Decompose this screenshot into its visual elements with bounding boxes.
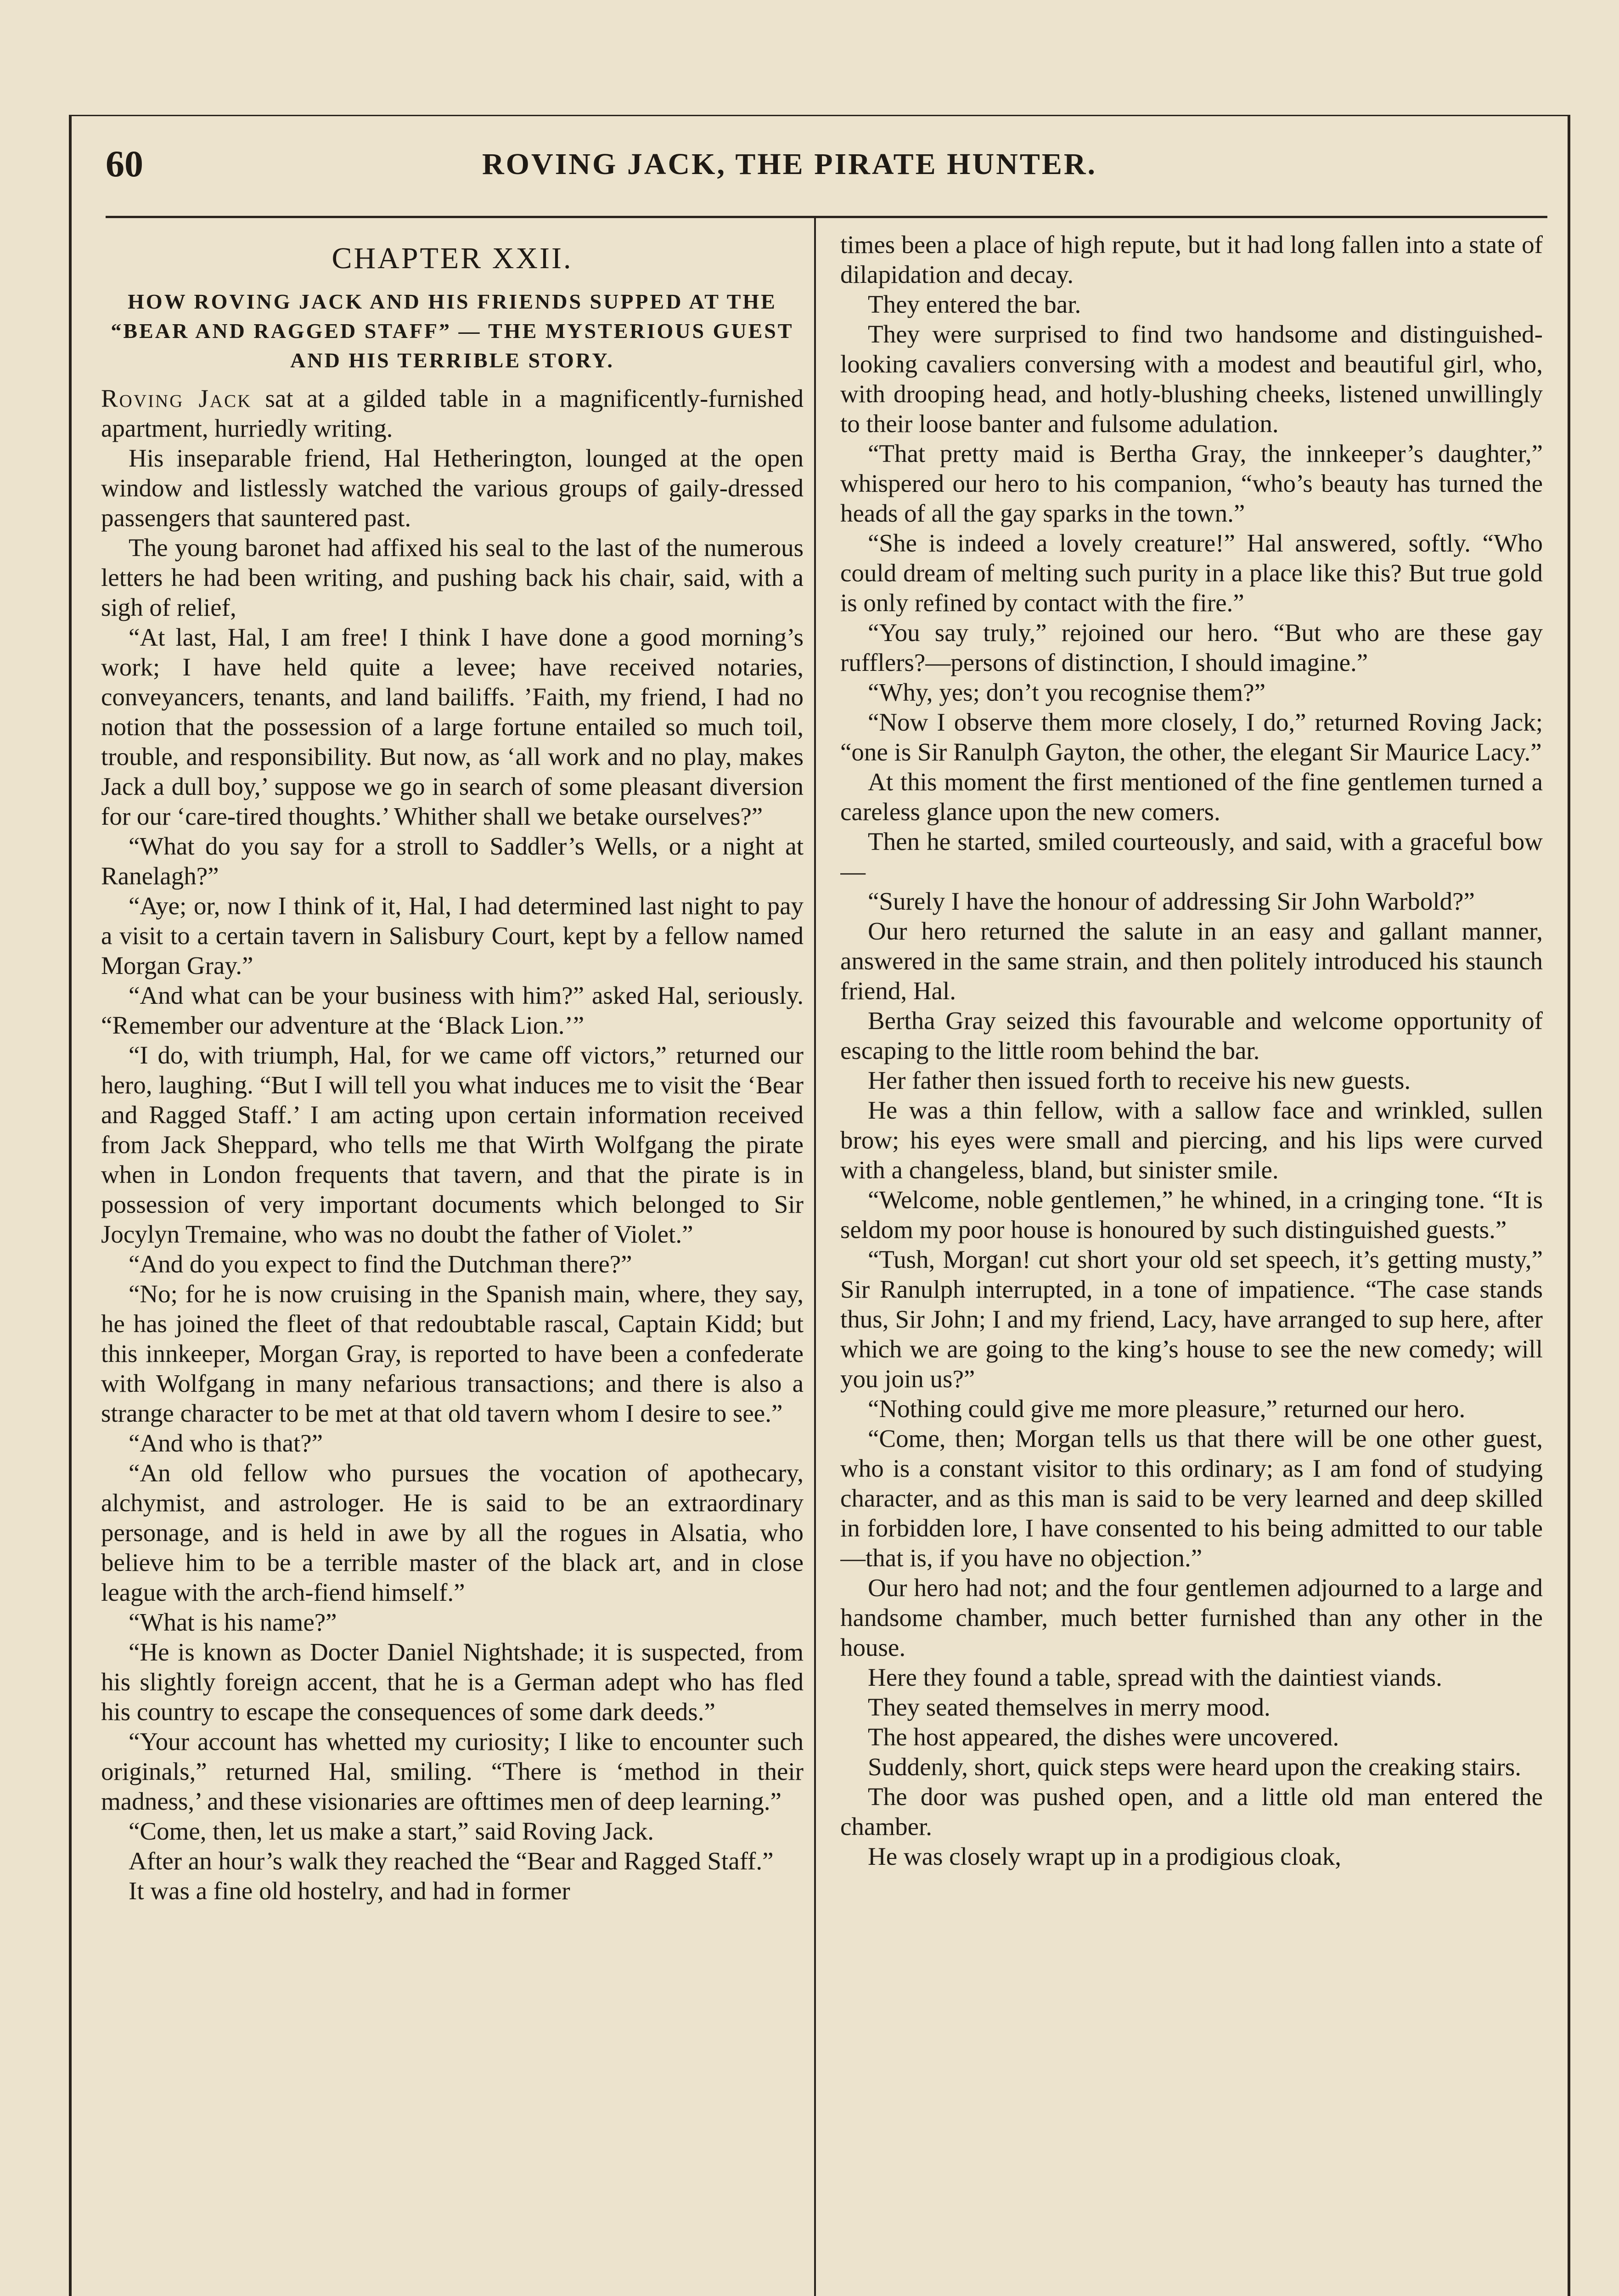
- paragraph: “An old fellow who pursues the vocation of apothecary, alchymist, and astrologer. He is said to be an extraordinary personage, and is held in awe by all the rogues in Alsatia, who believe him to be a terrible master of the black art, and in close league with the arch-fiend himself.”: [101, 1459, 804, 1606]
- paragraph: He was closely wrapt up in a prodigious cloak,: [868, 1842, 1342, 1870]
- header-rule: [106, 216, 1547, 218]
- chapter-subtitle: HOW ROVING JACK AND HIS FRIENDS SUPPED AT THE “BEAR AND RAGGED STAFF” — THE MYSTERIOUS GUEST AND HIS TERRIBLE STORY.: [111, 290, 794, 372]
- paragraph: Then he started, smiled courteously, and said, with a graceful bow—: [840, 827, 1543, 885]
- paragraph: “Come, then, let us make a start,” said Roving Jack.: [129, 1817, 654, 1845]
- opening-smallcaps: Roving Jack: [101, 384, 252, 412]
- paragraph: “Nothing could give me more pleasure,” returned our hero.: [868, 1395, 1466, 1423]
- paragraph: “And who is that?”: [129, 1429, 323, 1457]
- paragraph: The door was pushed open, and a little old man entered the chamber.: [840, 1783, 1543, 1840]
- paragraph: He was a thin fellow, with a sallow face and wrinkled, sullen brow; his eyes were small and piercing, and his lips were curved with a changeless, bland, but sinister smile.: [840, 1096, 1543, 1184]
- paragraph: “Welcome, noble gentlemen,” he whined, in a cringing tone. “It is seldom my poor house is honoured by such distinguished guests.”: [840, 1186, 1543, 1244]
- paragraph: Here they found a table, spread with the daintiest viands.: [868, 1663, 1442, 1691]
- paragraph: “I do, with triumph, Hal, for we came off victors,” returned our hero, laughing. “But I will tell you what induces me to visit the ‘Bear and Ragged Staff.’ I am acting upon certain information received from Jack Sheppard, who tells me that Wirth Wolfgang the pirate when in London frequents that tavern, and that the pirate is in possession of very important documents which belonged to Sir Jocylyn Tremaine, who was no doubt the father of Violet.”: [101, 1041, 804, 1248]
- paragraph: “And what can be your business with him?” asked Hal, seriously. “Remember our adventure at the ‘Black Lion.’”: [101, 981, 804, 1039]
- left-column: [101, 230, 804, 2296]
- paragraph: “Come, then; Morgan tells us that there will be one other guest, who is a constant visitor to this ordinary; as I am fond of studying character, and as this man is said to be very learned and deep skilled in forbidden lore, I have consented to his being admitted to our table—that is, if you have no objection.”: [840, 1424, 1543, 1572]
- paragraph: “No; for he is now cruising in the Spanish main, where, they say, he has joined the fleet of that redoubtable rascal, Captain Kidd; but this innkeeper, Morgan Gray, is reported to have been a confederate with Wolfgang in many nefarious transactions; and there is also a strange character to be met at that old tavern whom I desire to see.”: [101, 1280, 804, 1427]
- paragraph: After an hour’s walk they reached the “Bear and Ragged Staff.”: [129, 1847, 774, 1875]
- paragraph: They were surprised to find two handsome and distinguished-looking cavaliers conversing with a modest and beautiful girl, who, with drooping head, and hotly-blushing cheeks, listened unwillingly to their loose banter and fulsome adulation.: [840, 320, 1543, 438]
- paragraph: The young baronet had affixed his seal to the last of the numerous letters he had been writing, and pushing back his chair, said, with a sigh of relief,: [101, 534, 804, 621]
- paragraph: “You say truly,” rejoined our hero. “But who are these gay rufflers?—persons of distinction, I should imagine.”: [840, 619, 1543, 676]
- paragraph: Suddenly, short, quick steps were heard upon the creaking stairs.: [868, 1753, 1522, 1781]
- paragraph: “What do you say for a stroll to Saddler’s Wells, or a night at Ranelagh?”: [101, 832, 804, 890]
- paragraph: They entered the bar.: [868, 290, 1081, 318]
- paragraph: “Aye; or, now I think of it, Hal, I had determined last night to pay a visit to a certain tavern in Salisbury Court, kept by a fellow named Morgan Gray.”: [101, 892, 804, 979]
- paragraph: “He is known as Docter Daniel Nightshade; it is suspected, from his slightly foreign accent, that he is a German adept who has fled his country to escape the consequences of some dark deeds.”: [101, 1638, 804, 1726]
- running-header: [106, 138, 1547, 193]
- paragraph: The host appeared, the dishes were uncovered.: [868, 1723, 1339, 1751]
- paragraph: “Your account has whetted my curiosity; I like to encounter such originals,” returned Hal, smiling. “There is ‘method in their madness,’ and these visionaries are ofttimes men of deep learning.”: [101, 1728, 804, 1815]
- chapter-title: CHAPTER XXII.: [332, 242, 573, 275]
- paragraph: “Why, yes; don’t you recognise them?”: [868, 678, 1265, 706]
- column-divider: [814, 216, 816, 2296]
- right-column: [840, 230, 1543, 2296]
- paragraph: At this moment the first mentioned of the fine gentlemen turned a careless glance upon the new comers.: [840, 768, 1543, 826]
- paragraph: “Tush, Morgan! cut short your old set speech, it’s getting musty,” Sir Ranulph interrupted, in a tone of impatience. “The case stands thus, Sir John; I and my friend, Lacy, have arranged to sup here, after which we are going to the king’s house to see the new comedy; will you join us?”: [840, 1245, 1543, 1393]
- continuation-paragraph: times been a place of high repute, but it had long fallen into a state of dilapidation and decay.: [840, 231, 1543, 288]
- opening-paragraph: [101, 383, 804, 443]
- paragraph: Our hero returned the salute in an easy and gallant manner, answered in the same strain, and then politely introduced his staunch friend, Hal.: [840, 917, 1543, 1005]
- paragraph: His inseparable friend, Hal Hetherington, lounged at the open window and listlessly watched the various groups of gaily-dressed passengers that sauntered past.: [101, 444, 804, 532]
- paragraph: “She is indeed a lovely creature!” Hal answered, softly. “Who could dream of melting such purity in a place like this? But true gold is only refined by contact with the fire.”: [840, 529, 1543, 617]
- running-title: ROVING JACK, THE PIRATE HUNTER.: [482, 147, 1097, 181]
- paragraph: Bertha Gray seized this favourable and welcome opportunity of escaping to the little room behind the bar.: [840, 1007, 1543, 1064]
- right-paragraphs: [840, 289, 1543, 1871]
- paragraph: Her father then issued forth to receive his new guests.: [868, 1066, 1411, 1094]
- paragraph: “What is his name?”: [129, 1608, 337, 1636]
- paragraph: “That pretty maid is Bertha Gray, the innkeeper’s daughter,” whispered our hero to his companion, “who’s beauty has turned the heads of all the gay sparks in the town.”: [840, 439, 1543, 527]
- paragraph: They seated themselves in merry mood.: [868, 1693, 1270, 1721]
- paragraph: Our hero had not; and the four gentlemen adjourned to a large and handsome chamber, much better furnished than any other in the house.: [840, 1574, 1543, 1661]
- opening-text: sat at a gilded table in a magnificently-furnished apartment, hurriedly writing.: [101, 384, 804, 442]
- paragraph: It was a fine old hostelry, and had in former: [129, 1877, 570, 1905]
- paragraph: “At last, Hal, I am free! I think I have done a good morning’s work; I have held quite a levee; have received notaries, conveyancers, tenants, and land bailiffs. ’Faith, my friend, I had no notion that the possession of a large fortune entailed so much toil, trouble, and responsibility. But now, as ‘all work and no play, makes Jack a dull boy,’ suppose we go in search of some pleasant diversion for our ‘care-tired thoughts.’ Whither shall we betake ourselves?”: [101, 623, 804, 830]
- left-paragraphs: [101, 443, 804, 1906]
- paragraph: “Now I observe them more closely, I do,” returned Roving Jack; “one is Sir Ranulph Gayton, the other, the elegant Sir Maurice Lacy.”: [840, 708, 1543, 766]
- page-number: 60: [106, 143, 143, 185]
- paragraph: “Surely I have the honour of addressing Sir John Warbold?”: [868, 887, 1475, 915]
- paragraph: “And do you expect to find the Dutchman there?”: [129, 1250, 632, 1278]
